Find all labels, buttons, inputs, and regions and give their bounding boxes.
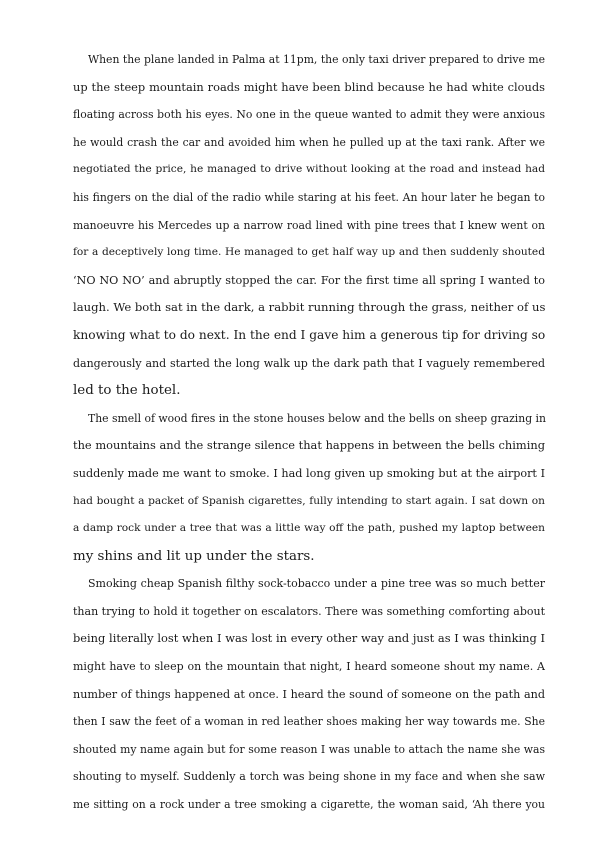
text-line: floating across both his eyes. No one in the queue wanted to admit they were anxious (73, 108, 545, 122)
text-line: a damp rock under a tree that was a little way off the path, pushed my laptop between (73, 522, 545, 535)
paragraph-1 (73, 46, 545, 405)
text-line: negotiated the price, he managed to drive without looking at the road and instead had (73, 163, 545, 176)
text-line: had bought a packet of Spanish cigarettes, fully intending to start again. I sat down on (73, 494, 545, 507)
text-line: he would crash the car and avoided him when he pulled up at the taxi rank. After we (73, 135, 545, 149)
text-line: laugh. We both sat in the dark, a rabbit running through the grass, neither of us (73, 300, 546, 315)
text-line: manoeuvre his Mercedes up a narrow road lined with pine trees that I knew went on (73, 218, 545, 232)
text-line: shouted my name again but for some reason I was unable to attach the name she was (73, 742, 545, 756)
text-line: then I saw the feet of a woman in red leather shoes making her way towards me. She (73, 715, 545, 729)
text-line: for a deceptively long time. He managed to get half way up and then suddenly shouted (73, 246, 545, 259)
text-line: me sitting on a rock under a tree smoking a cigarette, the woman said, ‘Ah there you (73, 798, 545, 812)
paragraph-3 (73, 570, 545, 818)
text-line: than trying to hold it together on escalators. There was something comforting about (73, 604, 545, 618)
text-line: shouting to myself. Suddenly a torch was being shone in my face and when she saw (73, 770, 545, 784)
text-line: number of things happened at once. I heard the sound of someone on the path and (73, 687, 545, 701)
text-line: up the steep mountain roads might have been blind because he had white clouds (73, 79, 545, 94)
text-line: might have to sleep on the mountain that night, I heard someone shout my name. A (73, 660, 545, 674)
paragraph-2 (73, 405, 545, 571)
text-line: my shins and lit up under the stars. (73, 548, 315, 564)
text-line: his fingers on the dial of the radio while staring at his feet. An hour later he began to (73, 190, 545, 204)
text-line: knowing what to do next. In the end I gave him a generous tip for driving so (73, 327, 546, 342)
text-line: suddenly made me want to smoke. I had long given up smoking but at the airport I (73, 466, 545, 480)
text-line: the mountains and the strange silence that happens in between the bells chiming (73, 438, 545, 453)
text-line: The smell of wood fires in the stone houses below and the bells on sheep grazing in (88, 411, 546, 425)
text-line: When the plane landed in Palma at 11pm, the only taxi driver prepared to drive me (88, 53, 545, 66)
text-line: led to the hotel. (73, 383, 181, 399)
text-line: Smoking cheap Spanish filthy sock-tobacco under a pine tree was so much better (88, 577, 545, 591)
text-line: ‘NO NO NO’ and abruptly stopped the car. For the first time all spring I wanted to (73, 273, 545, 287)
text-line: dangerously and started the long walk up the dark path that I vaguely remembered (73, 356, 545, 370)
body-text (73, 46, 545, 819)
text-line: being literally lost when I was lost in every other way and just as I was thinking I (73, 631, 545, 646)
